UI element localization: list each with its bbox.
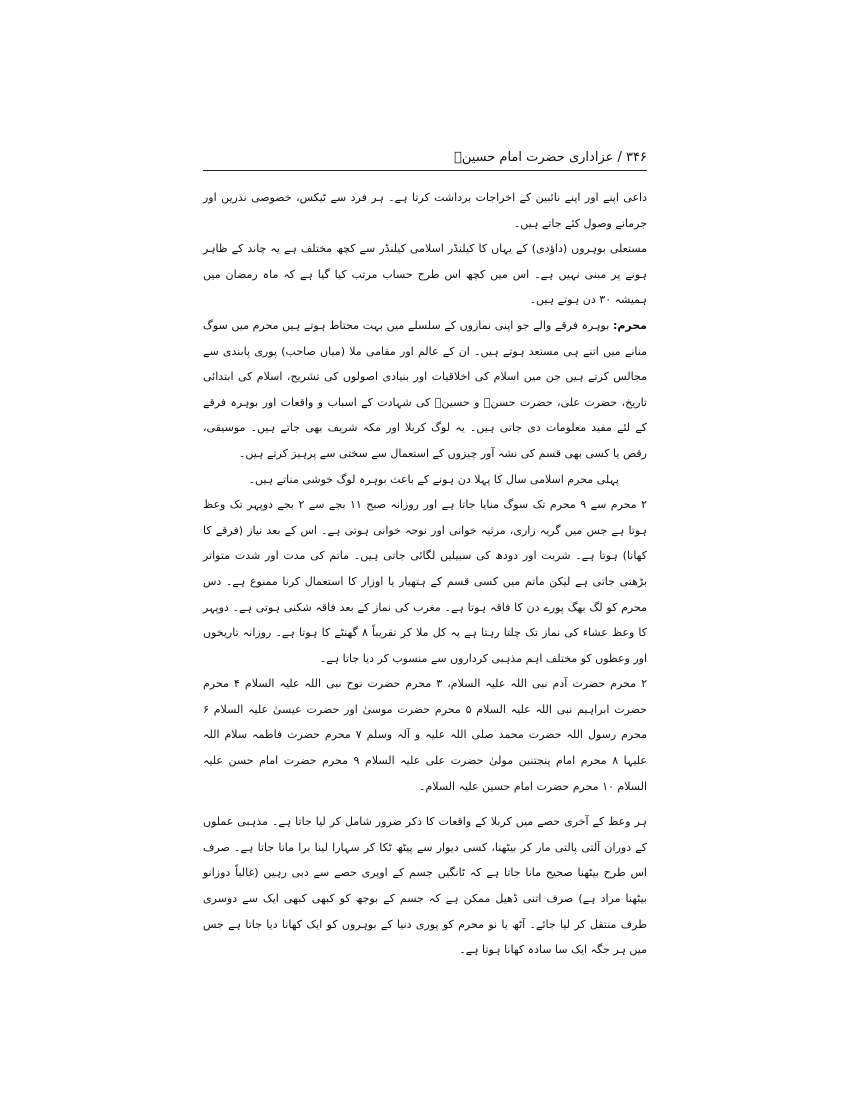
header-separator: / [617, 150, 622, 165]
paragraph-text: ہر وعظ کے آخری حصے میں کربلا کے واقعات کا ذکر ضرور شامل کر لیا جاتا ہے۔ مذہبی عملوں کے دوران آلتی پالتی مار کر بیٹھنا، کسی دیوار سے پیٹھ ٹکا کر سہارا لینا برا مانا جاتا ہے۔ صرف اس طرح بیٹھنا صحیح مانا جاتا ہے کہ ٹانگیں جسم کے اوپری حصے سے دبی رہیں (غالباً دوزانو بیٹھنا مراد ہے) صرف اتنی ڈھیل ممکن ہے کہ جسم کے بوجھ کو کبھی کبھی ایک سے دوسری طرف منتقل کر لیا جائے۔ آٹھ یا نو محرم کو پوری دنیا کے بوہروں کو ایک کھانا دیا جاتا ہے جس میں ہر جگہ ایک سا سادہ کھانا ہوتا ہے۔ [203, 815, 647, 957]
paragraph-text: داعی اپنے اور اپنے نائبین کے اخراجات برداشت کرتا ہے۔ ہر فرد سے ٹیکس، خصوصی نذریں اور جرمانے وصول کئے جاتے ہیں۔ [203, 191, 647, 230]
paragraph-lead-heading: محرم: [612, 318, 647, 332]
body-text [203, 185, 647, 963]
paragraph-text: پہلی محرم اسلامی سال کا پہلا دن ہونے کے باعث بوہرہ لوگ خوشی مناتے ہیں۔ [248, 472, 619, 486]
paragraph [203, 185, 647, 236]
running-title: عزاداری حضرت امام حسینؑ [454, 150, 614, 165]
paragraph-text: ۲ محرم سے ۹ محرم تک سوگ منایا جاتا ہے اور روزانہ صبح ۱۱ بجے سے ۲ بجے دوپہر تک وعظ ہوتا ہے جس میں گریہ زاری، مرثیہ خوانی اور نوحہ خوانی ہوتی ہے۔ اس کے بعد نیاز (فرقے کا کھانا) ہوتا ہے۔ شربت اور دودھ کی سبیلیں لگائی جاتی ہیں۔ ماتم کی مدت اور شدت متواتر بڑھتی جاتی ہے لیکن ماتم میں کسی قسم کے ہتھیار یا اوزار کا استعمال کرنا ممنوع ہے۔ دس محرم کو لگ بھگ پورے دن کا فاقہ ہوتا ہے۔ مغرب کی نماز کے بعد فاقہ شکنی ہوتی ہے۔ دوپہر کا وعظ عشاء کی نماز تک چلتا رہتا ہے یہ کل ملا کر تقریباً ۸ گھنٹے کا ہوتا ہے۔ روزانہ تاریخوں اور وعظوں کو مختلف اہم مذہبی کرداروں سے منسوب کر دیا جاتا ہے۔ [203, 498, 648, 665]
paragraph-text: مستعلی بوہروں (داؤدی) کے یہاں کا کیلنڈر اسلامی کیلنڈر سے کچھ مختلف ہے یہ چاند کے ظاہر ہونے پر مبنی نہیں ہے۔ اس میں کچھ اس طرح حساب مرتب کیا گیا ہے کہ ماہ رمضان میں ہمیشہ ۳۰ دن ہوتے ہیں۔ [203, 242, 647, 307]
paragraph [203, 671, 647, 799]
running-header [203, 147, 647, 169]
paragraph [203, 492, 647, 671]
paragraph [203, 236, 647, 313]
paragraph-text: بوہرہ فرقے والے جو اپنی نمازوں کے سلسلے میں بہت محتاط ہوتے ہیں محرم میں سوگ منانے میں اتنے ہی مستعد ہوتے ہیں۔ ان کے عالم اور مقامی ملا (میاں صاحب) پوری پابندی سے مجالس کرتے ہیں جن میں اسلام کی اخلاقیات اور بنیادی اصولوں کی تشریح، اسلام کی ابتدائی تاریخ، حضرت علی، حضرت حسنؑ و حسینؑ کی شہادت کے اسباب و واقعات اور بوہرہ فرقے کے لئے مفید معلومات دی جاتی ہیں۔ یہ لوگ کربلا اور مکہ شریف بھی جاتے ہیں۔ موسیقی، رقص یا کسی بھی قسم کی نشہ آور چیزوں کے استعمال سے سختی سے پرہیز کرتے ہیں۔ [203, 318, 647, 460]
paragraph [203, 313, 647, 467]
paragraph [203, 467, 647, 493]
paragraph-text: ۲ محرم حضرت آدم نبی اللہ علیہ السلام، ۳ محرم حضرت نوح نبی اللہ علیہ السلام ۴ محرم حضرت ابراہیم نبی اللہ علیہ السلام ۵ محرم حضرت موسیٰ اور حضرت عیسیٰ علیہ السلام ۶ محرم رسول اللہ حضرت محمد صلی اللہ علیہ و آلہ وسلم ۷ محرم حضرت فاطمہ سلام اللہ علیہا ۸ محرم امام پنجتنین مولیٰ حضرت علی علیہ السلام ۹ محرم حضرت امام حسن علیہ السلام ۱۰ محرم حضرت امام حسین علیہ السلام۔ [203, 677, 647, 793]
header-rule [203, 170, 647, 171]
page-number: ۳۴۶ [626, 150, 647, 165]
paragraph [203, 809, 647, 963]
